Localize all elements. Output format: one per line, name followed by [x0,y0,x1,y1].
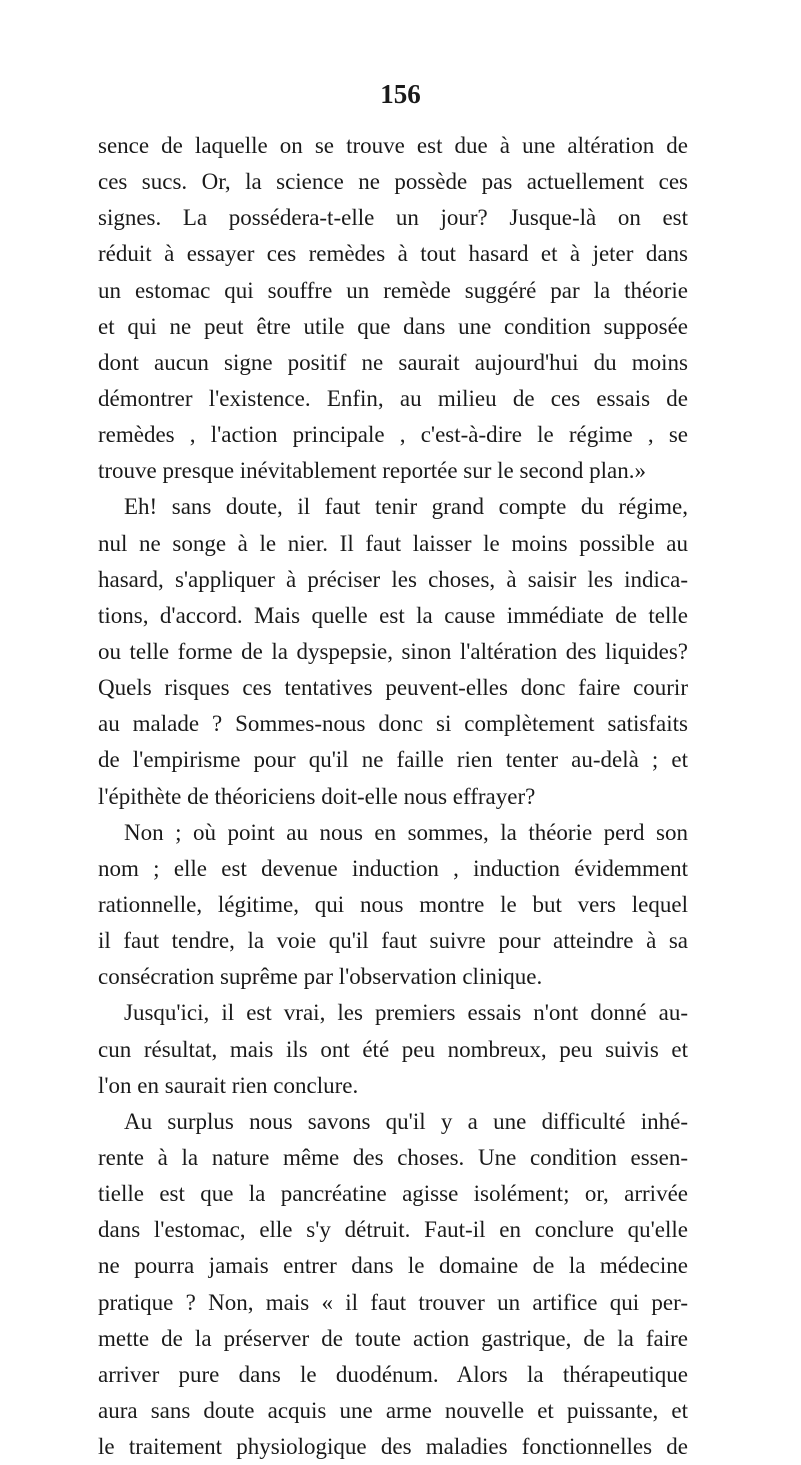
text-line: mette de la préserver de toute action gastrique, de la faire [98,1325,688,1351]
text-line: consécration suprême par l'observation clinique. [98,964,543,990]
text-line: l'épithète de théoriciens doit-elle nous effrayer? [98,783,536,809]
text-line: réduit à essayer ces remèdes à tout hasard et à jeter dans [98,241,688,267]
text-line: et qui ne peut être utile que dans une condition supposée [98,313,688,339]
text-line: Jusqu'ici, il est vrai, les premiers essais n'ont donné au- [124,1000,688,1026]
text-line: signes. La possédera-t-elle un jour? Jusque-là on est [98,205,688,231]
page-number: 156 [380,79,421,109]
text-line: sence de laquelle on se trouve est due à une altération de [98,133,688,158]
text-line: tielle est que la pancréatine agisse isolément; or, arrivée [98,1181,688,1207]
text-line: trouve presque inévitablement reportée sur le second plan.» [98,458,646,484]
text-line: au malade ? Sommes-nous donc si complètement satisfaits [98,711,688,737]
text-line: un estomac qui souffre un remède suggéré par la théorie [98,277,688,303]
text-line: il faut tendre, la voie qu'il faut suivre pour atteindre à sa [98,928,688,954]
text-line: nul ne songe à le nier. Il faut laisser le moins possible au [98,530,688,556]
text-line: l'on en saurait rien conclure. [98,1072,359,1098]
text-line: rente à la nature même des choses. Une condition essen- [98,1144,688,1170]
text-line: dans l'estomac, elle s'y détruit. Faut-il en conclure qu'elle [98,1217,688,1243]
text-line: remèdes , l'action principale , c'est-à-dire le régime , se [98,422,688,448]
text-line: Non ; où point au nous en sommes, la théorie perd son [124,819,688,845]
text-line: dont aucun signe positif ne saurait aujourd'hui du moins [98,349,688,375]
text-line: cun résultat, mais ils ont été peu nombreux, peu suivis et [98,1036,688,1062]
text-line: Quels risques ces tentatives peuvent-elles donc faire courir [98,675,688,701]
text-line: tions, d'accord. Mais quelle est la cause immédiate de telle [98,602,688,628]
text-line: de l'empirisme pour qu'il ne faille rien tenter au-delà ; et [98,747,688,773]
text-line: ou telle forme de la dyspepsie, sinon l'altération des liquides? [98,638,688,664]
text-line: démontrer l'existence. Enfin, au milieu de ces essais de [98,385,688,411]
text-line: nom ; elle est devenue induction , induction évidemment [98,855,688,881]
text-line: ces sucs. Or, la science ne possède pas actuellement ces [98,169,688,195]
body-text [98,128,688,1465]
text-line: arriver pure dans le duodénum. Alors la thérapeutique [98,1361,688,1387]
text-line: hasard, s'appliquer à préciser les choses, à saisir les indica- [98,566,688,592]
text-line: ne pourra jamais entrer dans le domaine de la médecine [98,1253,688,1279]
text-line: le traitement physiologique des maladies fonctionnelles de [98,1434,688,1460]
text-line: pratique ? Non, mais « il faut trouver un artifice qui per- [98,1289,688,1315]
text-line: rationnelle, légitime, qui nous montre le but vers lequel [98,891,688,917]
text-line: Au surplus nous savons qu'il y a une difficulté inhé- [124,1108,688,1134]
text-line: Eh! sans doute, il faut tenir grand compte du régime, [124,494,688,520]
text-line: aura sans doute acquis une arme nouvelle et puissante, et [98,1397,688,1423]
